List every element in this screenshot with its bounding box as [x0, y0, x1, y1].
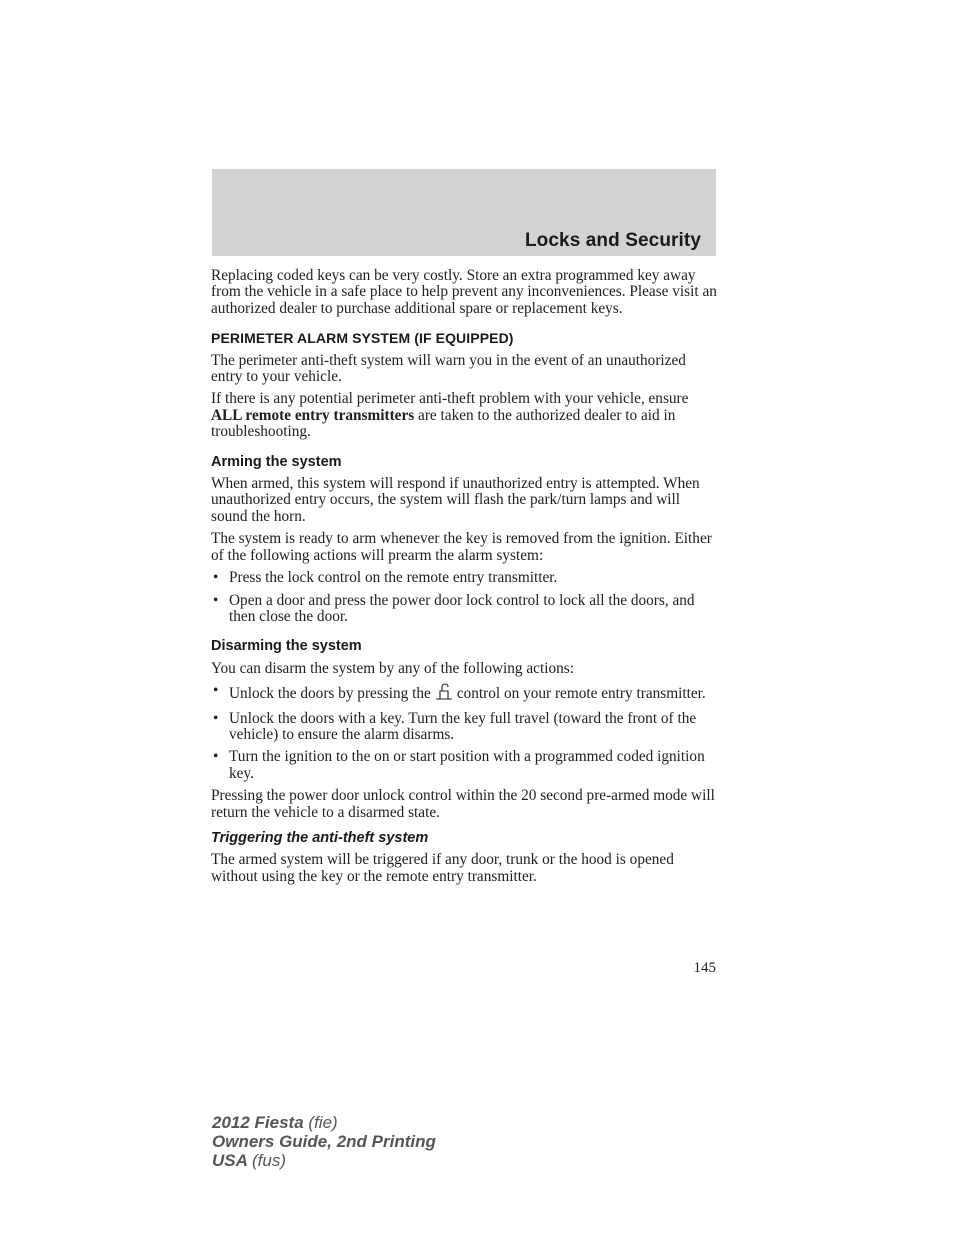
perimeter-p2-pre: If there is any potential perimeter anti-theft problem with your vehicle, ensure [211, 390, 689, 408]
bullet: • [213, 682, 219, 700]
footer-line-3 [212, 1151, 436, 1170]
footer-market-code: (fus) [252, 1151, 286, 1170]
perimeter-heading: PERIMETER ALARM SYSTEM (IF EQUIPPED) [211, 330, 514, 347]
list-item [211, 683, 717, 704]
disarming-paragraph-1: You can disarm the system by any of the following actions: [211, 659, 574, 677]
bullet: • [213, 569, 219, 587]
footer-line-1 [212, 1113, 436, 1132]
section-title: Locks and Security [524, 230, 701, 251]
triggering-paragraph: The armed system will be triggered if any door, trunk or the hood is opened without using the key or the remote entry transmitter. [211, 851, 674, 885]
perimeter-p2-bold: ALL remote entry transmitters [211, 406, 415, 424]
arming-paragraph-2: The system is ready to arm whenever the key is removed from the ignition. Either of the following actions will prearm the alarm system: [211, 530, 712, 564]
list-item-text-post: control on your remote entry transmitter. [456, 685, 706, 703]
perimeter-paragraph-1: The perimeter anti-theft system will warn you in the event of an unauthorized entry to your vehicle. [211, 351, 686, 386]
list-item-text: Open a door and press the power door lock control to lock all the doors, and then close the door. [229, 591, 695, 625]
list-item-text: Unlock the doors with a key. Turn the key full travel (toward the front of the vehicle) to ensure the alarm disarms. [229, 709, 697, 743]
list-item-text: Turn the ignition to the on or start position with a programmed coded ignition key. [229, 748, 705, 782]
disarming-paragraph-2: Pressing the power door unlock control within the 20 second pre-armed mode will return the vehicle to a disarmed state. [211, 787, 715, 821]
list-item-text-pre: Unlock the doors by pressing the [229, 685, 431, 703]
list-item [211, 593, 717, 626]
perimeter-p2-post: are taken to the authorized dealer to aid in troubleshooting. [211, 406, 676, 441]
list-item [211, 711, 717, 744]
disarming-heading: Disarming the system [211, 638, 362, 655]
list-item [211, 570, 717, 586]
page-content [211, 268, 717, 891]
page-number: 145 [693, 960, 716, 976]
arming-heading: Arming the system [211, 453, 342, 470]
bullet: • [213, 709, 219, 727]
footer-market: USA [212, 1151, 248, 1170]
list-item-text: Press the lock control on the remote entry transmitter. [229, 569, 558, 587]
disarming-list [211, 683, 717, 782]
triggering-heading: Triggering the anti-theft system [211, 829, 429, 846]
section-header-band [212, 169, 716, 256]
list-item [211, 749, 717, 782]
bullet: • [213, 748, 219, 766]
arming-paragraph-1: When armed, this system will respond if unauthorized entry is attempted. When unauthorized entry occurs, the system will flash the park/turn lamps and will sound the horn. [211, 475, 700, 525]
intro-paragraph: Replacing coded keys can be very costly. Store an extra programmed key away from the vehicle in a safe place to help prevent any inconveniences. Please visit an authorized dealer to purchase additional spare or replacement keys. [211, 267, 717, 317]
perimeter-paragraph-2 [211, 391, 717, 440]
unlock-icon [435, 683, 453, 704]
footer-model-code: (fie) [308, 1113, 338, 1132]
footer-model: 2012 Fiesta [212, 1113, 304, 1132]
arming-list [211, 570, 717, 625]
bullet: • [213, 591, 219, 609]
footer [212, 1113, 436, 1170]
footer-line-2: Owners Guide, 2nd Printing [212, 1132, 436, 1151]
